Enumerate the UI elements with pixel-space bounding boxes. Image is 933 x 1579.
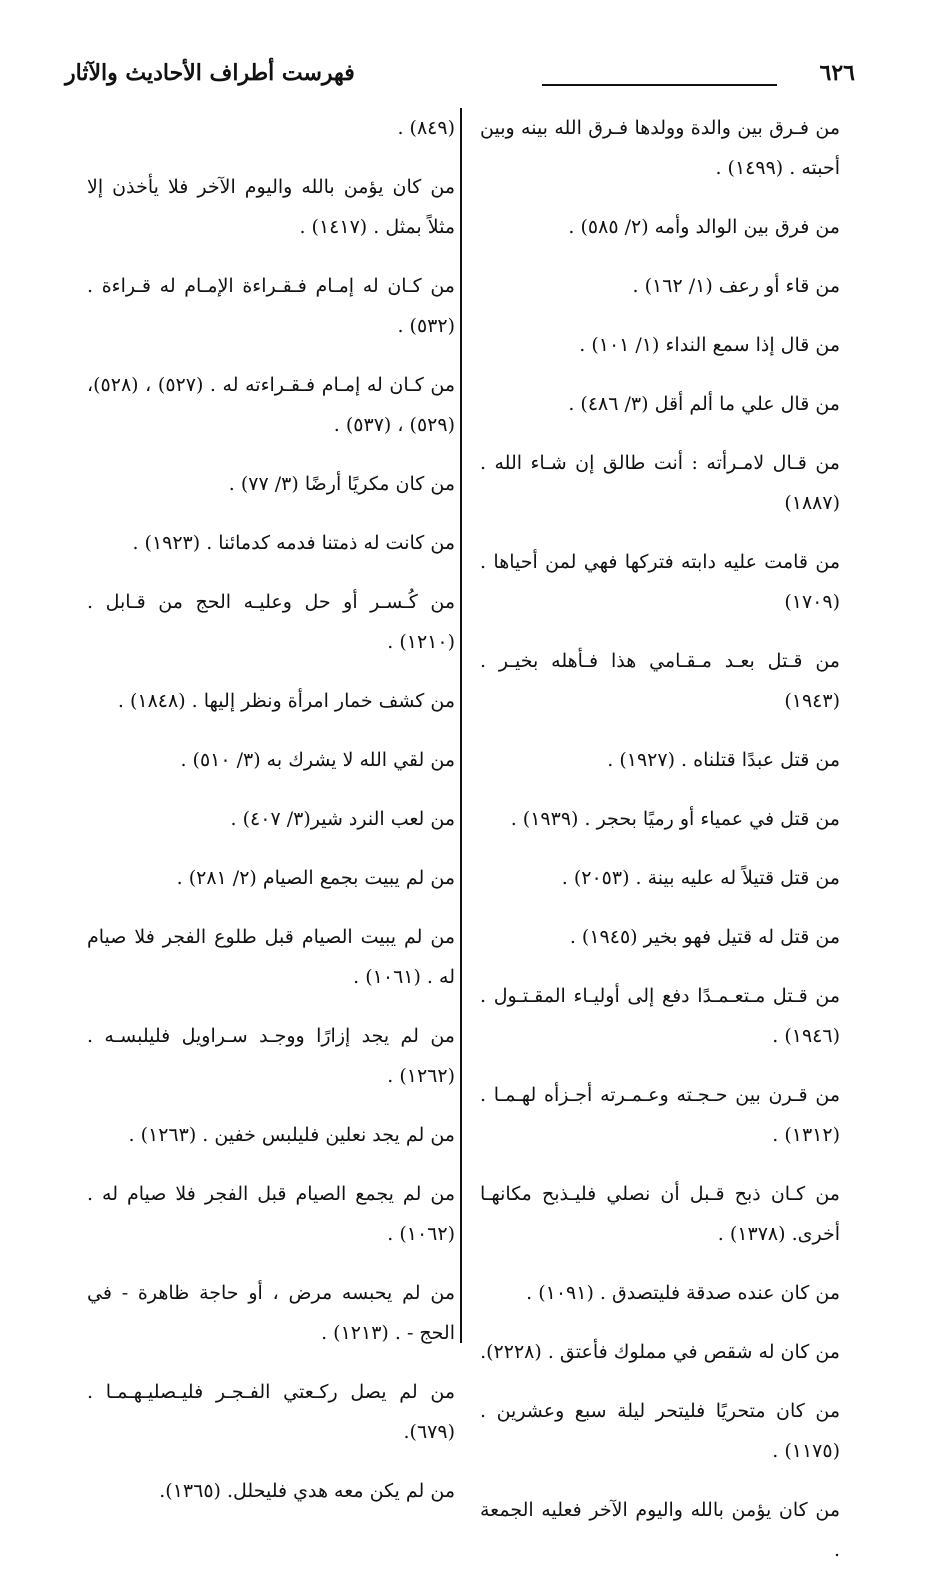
index-entry: من كان عنده صدقة فليتصدق . (١٠٩١) .	[526, 1282, 840, 1304]
index-entry: من كُـسـر أو حل وعليـه الحج من قـابل . (١٢١٠) .	[87, 591, 455, 653]
index-entry: (٨٤٩) .	[397, 117, 455, 139]
index-entry: من كان يؤمن بالله واليوم الآخر فعليه الجمعة .	[480, 1499, 840, 1561]
index-entry: من كان له شقص في مملوك فأعتق . (٢٢٢٨).	[480, 1341, 840, 1363]
page-title: فهرست أطراف الأحاديث والآثار	[65, 60, 355, 86]
index-entry: من لم يبيت الصيام قبل طلوع الفجر فلا صيام له . (١٠٦١) .	[87, 926, 455, 988]
header-rule	[542, 84, 777, 86]
index-entry: من كان متحريًا فليتحر ليلة سبع وعشرين . (١١٧٥) .	[480, 1400, 840, 1462]
index-entry: من قتل في عمياء أو رميًا بحجر . (١٩٣٩) .	[510, 808, 840, 830]
index-entry: من كانت له ذمتنا فدمه كدمائنا . (١٩٢٣) .	[132, 532, 455, 554]
index-entry: من لم يجد نعلين فليلبس خفين . (١٢٦٣) .	[128, 1124, 455, 1146]
index-entry: من قاء أو رعف (١/ ١٦٢) .	[632, 275, 840, 297]
index-column-right	[480, 108, 840, 1579]
index-entry: من لم يجد إزارًا ووجـد سـراويل فليلبسـه . (١٢٦٢) .	[87, 1025, 455, 1087]
index-entry: من قـال لامـرأته : أنت طالق إن شـاء الله . (١٨٨٧)	[480, 452, 840, 514]
index-entry: من لم يصل ركـعتي الفـجـر فليـصليـهـمـا . (٦٧٩).	[87, 1381, 455, 1443]
index-entry: من لم يبيت بجمع الصيام (٢/ ٢٨١) .	[176, 867, 455, 889]
column-divider	[460, 108, 462, 1343]
index-entry: من لعب النرد شير(٣/ ٤٠٧) .	[230, 808, 455, 830]
index-entry: من قامت عليه دابته فتركها فهي لمن أحياها . (١٧٠٩)	[480, 551, 840, 613]
index-entry: من لقي الله لا يشرك به (٣/ ٥١٠) .	[180, 749, 455, 771]
index-entry: من لم يجمع الصيام قبل الفجر فلا صيام له . (١٠٦٢) .	[87, 1183, 455, 1245]
page-number: ٦٢٦	[819, 60, 855, 86]
index-entry: من قـرن بين حـجـته وعـمـرته أجـزأه لهـمـا . (١٣١٢) .	[480, 1084, 840, 1146]
page-header	[55, 60, 855, 104]
index-entry: من كشف خمار امرأة ونظر إليها . (١٨٤٨) .	[117, 690, 455, 712]
index-entry: من كان مكريًا أرضًا (٣/ ٧٧) .	[228, 473, 455, 495]
index-entry: من قـتل بعـد مـقـامي هذا فـأهله بخيـر . (١٩٤٣)	[480, 650, 840, 712]
index-entry: من كان يؤمن بالله واليوم الآخر فلا يأخذن إلا مثلاً بمثل . (١٤١٧) .	[87, 176, 455, 238]
index-entry: من قال علي ما ألم أقل (٣/ ٤٨٦) .	[568, 393, 840, 415]
index-entry: من فـرق بين والدة وولدها فـرق الله بينه وبين أحبته . (١٤٩٩) .	[480, 117, 840, 179]
index-entry: من لم يكن معه هدي فليحلل. (١٣٦٥).	[159, 1480, 455, 1502]
index-entry: من قـتل مـتعـمـدًا دفع إلى أوليـاء المقـتـول . (١٩٤٦) .	[480, 985, 840, 1047]
index-entry: من لم يحبسه مرض ، أو حاجة ظاهرة - في الحج - . (١٢١٣) .	[87, 1282, 455, 1344]
index-entry: من قال إذا سمع النداء (١/ ١٠١) .	[579, 334, 840, 356]
index-entry: من كـان له إمـام فـقـراءة الإمـام له قـراءة . (٥٣٢) .	[87, 275, 455, 337]
index-column-left	[87, 108, 455, 1520]
index-entry: من قتل عبدًا قتلناه . (١٩٢٧) .	[607, 749, 840, 771]
index-entry: من فرق بين الوالد وأمه (٢/ ٥٨٥) .	[568, 216, 840, 238]
index-entry: من كـان ذبح قـبل أن نصلي فليـذبح مكانهـا أخرى. (١٣٧٨) .	[480, 1183, 840, 1245]
index-entry: من قتل قتيلاً له عليه بينة . (٢٠٥٣) .	[561, 867, 840, 889]
index-entry: من كـان له إمـام فـقـراءته له . (٥٢٧) ، (٥٢٨)، (٥٢٩) ، (٥٣٧) .	[87, 374, 456, 436]
index-entry: من قتل له قتيل فهو بخير (١٩٤٥) .	[569, 926, 840, 948]
